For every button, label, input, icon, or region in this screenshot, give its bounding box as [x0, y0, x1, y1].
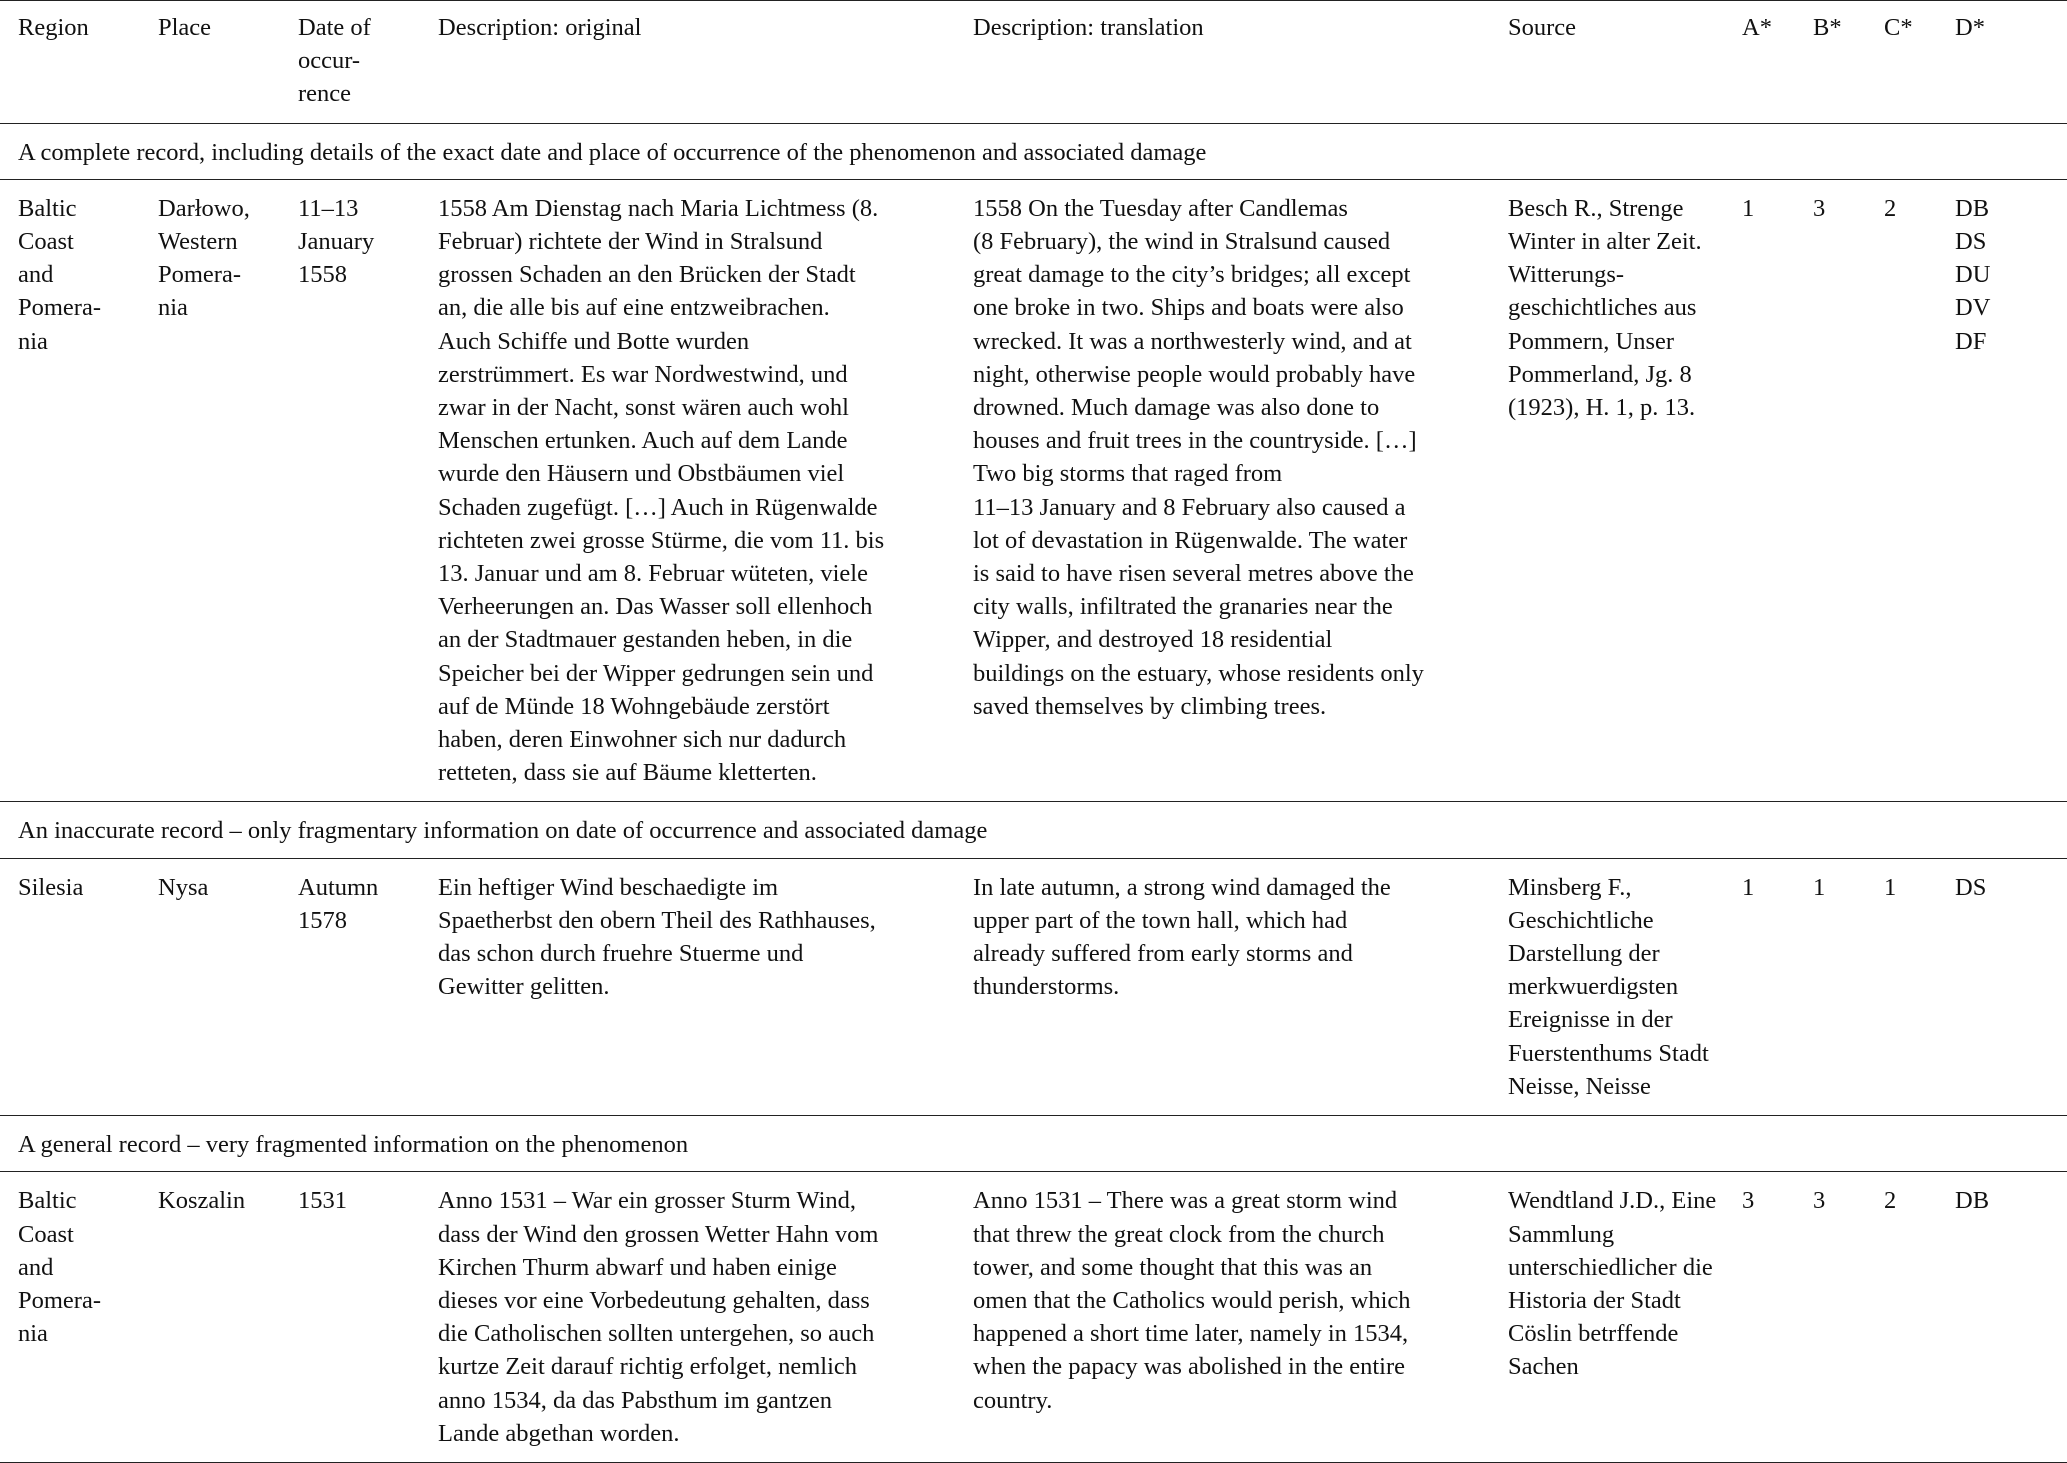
cell-d: [1955, 179, 2067, 802]
cell-region-line: Pomera-: [18, 294, 101, 322]
cell-region: [0, 1172, 158, 1463]
cell-region-line: nia: [18, 327, 48, 355]
cell-description-translation-line: when the papacy was abolished in the entire: [973, 1353, 1406, 1381]
cell-description-original-line: anno 1534, da das Pabsthum im gantzen: [438, 1386, 832, 1414]
cell-place: [158, 858, 298, 1115]
cell-description-translation-line: great damage to the city’s bridges; all except: [973, 261, 1411, 289]
cell-description-original-line: auf de Münde 18 Wohngebäude zerstört: [438, 692, 830, 720]
cell-place: [158, 179, 298, 802]
cell-source-line: unterschiedlicher die: [1508, 1253, 1713, 1281]
cell-description-original-line: dieses vor eine Vorbedeutung gehalten, dass: [438, 1286, 870, 1314]
table-body: [0, 123, 2067, 1462]
cell-description-original-line: richteten zwei grosse Stürme, die vom 11. bis: [438, 526, 885, 554]
cell-c: 1: [1884, 858, 1955, 1115]
cell-description-original-line: kurtze Zeit darauf richtig erfolget, nemlich: [438, 1353, 858, 1381]
cell-region-line: Coast: [18, 1220, 74, 1248]
cell-description-translation-line: wrecked. It was a northwesterly wind, and at: [973, 327, 1412, 355]
header-source: Source: [1508, 14, 1577, 41]
cell-description-translation-line: Wipper, and destroyed 18 residential: [973, 626, 1333, 654]
cell-description-translation-line: saved themselves by climbing trees.: [973, 692, 1327, 720]
cell-description-original-line: Gewitter gelitten.: [438, 973, 610, 1001]
cell-description-original-line: das schon durch fruehre Stuerme und: [438, 940, 804, 968]
cell-d-line: DV: [1955, 294, 1991, 322]
cell-region-line: Pomera-: [18, 1286, 101, 1314]
section-heading: A complete record, including details of the exact date and place of occurrence of the phenomenon and associated damage: [0, 123, 2067, 179]
cell-description-original-line: zerstrümmert. Es war Nordwestwind, und: [438, 360, 848, 388]
cell-source-line: Geschichtliche: [1508, 906, 1654, 934]
cell-a: 3: [1742, 1172, 1813, 1463]
cell-description-translation-line: that threw the great clock from the church: [973, 1220, 1385, 1248]
cell-source-line: Minsberg F.,: [1508, 873, 1632, 901]
cell-date-line: 1578: [298, 906, 347, 934]
cell-d-line: DF: [1955, 327, 1987, 355]
cell-description-translation-line: Anno 1531 – There was a great storm wind: [973, 1187, 1398, 1215]
cell-c: 2: [1884, 179, 1955, 802]
table-row: [0, 179, 2067, 802]
section-heading-row: [0, 802, 2067, 858]
cell-date-line: January: [298, 228, 375, 256]
header-c: C*: [1884, 14, 1913, 41]
cell-source-line: Neisse, Neisse: [1508, 1072, 1651, 1100]
section-heading: An inaccurate record – only fragmentary information on date of occurrence and associated damage: [0, 802, 2067, 858]
cell-description-translation-line: drowned. Much damage was also done to: [973, 394, 1380, 422]
cell-description-translation-line: lot of devastation in Rügenwalde. The water: [973, 526, 1408, 554]
cell-source-line: merkwuerdigsten: [1508, 973, 1679, 1001]
header-date-line: Date of: [298, 14, 371, 41]
cell-source: [1508, 179, 1742, 802]
cell-source-line: Witterungs-: [1508, 261, 1625, 289]
cell-description-original-line: zwar in der Nacht, sonst wären auch wohl: [438, 394, 849, 422]
cell-date: [298, 1172, 438, 1463]
cell-d: [1955, 858, 2067, 1115]
cell-description-original-line: grossen Schaden an den Brücken der Stadt: [438, 261, 856, 289]
cell-description-translation-line: already suffered from early storms and: [973, 940, 1353, 968]
cell-source-line: (1923), H. 1, p. 13.: [1508, 394, 1696, 422]
cell-date: [298, 179, 438, 802]
cell-source-line: Wendtland J.D., Eine: [1508, 1187, 1717, 1215]
cell-description-original-line: dass der Wind den grossen Wetter Hahn vom: [438, 1220, 879, 1248]
cell-source-line: Ereignisse in der: [1508, 1006, 1673, 1034]
cell-description-original-line: Februar) richtete der Wind in Stralsund: [438, 228, 823, 256]
cell-description-original-line: Kirchen Thurm abwarf und haben einige: [438, 1253, 837, 1281]
cell-description-translation-line: houses and fruit trees in the countryside. […]: [973, 427, 1417, 455]
header-d: D*: [1955, 14, 1985, 41]
cell-region-line: Silesia: [18, 873, 84, 901]
cell-description-original-line: Auch Schiffe und Botte wurden: [438, 327, 750, 355]
cell-b: 3: [1813, 179, 1884, 802]
cell-source-line: Sachen: [1508, 1353, 1579, 1381]
cell-description-original-line: Speicher bei der Wipper gedrungen sein und: [438, 659, 874, 687]
cell-source-line: Fuerstenthums Stadt: [1508, 1039, 1709, 1067]
cell-b: 3: [1813, 1172, 1884, 1463]
header-date: [298, 1, 438, 124]
cell-description-original-line: die Catholischen sollten untergehen, so auch: [438, 1320, 875, 1348]
cell-source-line: Besch R., Strenge: [1508, 194, 1684, 222]
cell-source-line: Pommerland, Jg. 8: [1508, 360, 1692, 388]
cell-place-line: Koszalin: [158, 1187, 246, 1215]
cell-source-line: Cöslin betrffende: [1508, 1320, 1679, 1348]
cell-d-line: DU: [1955, 261, 1991, 289]
cell-description-original: [438, 179, 973, 802]
cell-description-translation-line: Two big storms that raged from: [973, 460, 1283, 488]
cell-description-translation-line: omen that the Catholics would perish, which: [973, 1286, 1411, 1314]
cell-description-translation-line: upper part of the town hall, which had: [973, 906, 1348, 934]
cell-place-line: Western: [158, 228, 238, 256]
cell-place-line: Darłowo,: [158, 194, 250, 222]
section-heading: A general record – very fragmented information on the phenomenon: [0, 1116, 2067, 1172]
header-place: Place: [158, 14, 212, 41]
cell-description-translation: [973, 1172, 1508, 1463]
cell-description-original-line: haben, deren Einwohner sich nur dadurch: [438, 726, 847, 754]
cell-region-line: and: [18, 261, 54, 289]
cell-description-original-line: 13. Januar und am 8. Februar wüteten, viele: [438, 560, 868, 588]
cell-description-original-line: wurde den Häusern und Obstbäumen viel: [438, 460, 845, 488]
cell-description-translation-line: night, otherwise people would probably have: [973, 360, 1416, 388]
cell-region-line: and: [18, 1253, 54, 1281]
cell-date: [298, 858, 438, 1115]
table-row: [0, 1172, 2067, 1463]
cell-description-original: [438, 858, 973, 1115]
cell-region: [0, 858, 158, 1115]
cell-description-translation-line: tower, and some thought that this was an: [973, 1253, 1373, 1281]
cell-date-line: 11–13: [298, 194, 359, 222]
cell-description-original-line: Lande abgethan worden.: [438, 1419, 680, 1447]
cell-description-translation-line: happened a short time later, namely in 1534,: [973, 1320, 1409, 1348]
section-heading-row: [0, 123, 2067, 179]
cell-region-line: nia: [18, 1320, 48, 1348]
header-translation: Description: translation: [973, 14, 1204, 41]
cell-d: [1955, 1172, 2067, 1463]
cell-place-line: Nysa: [158, 873, 209, 901]
cell-description-translation-line: city walls, infiltrated the granaries near the: [973, 593, 1393, 621]
cell-description-original-line: Verheerungen an. Das Wasser soll ellenhoch: [438, 593, 873, 621]
cell-description-translation-line: thunderstorms.: [973, 973, 1120, 1001]
cell-a: 1: [1742, 179, 1813, 802]
cell-place-line: nia: [158, 294, 188, 322]
cell-description-translation-line: 11–13 January and 8 February also caused a: [973, 493, 1406, 521]
header-b: B*: [1813, 14, 1842, 41]
cell-c: 2: [1884, 1172, 1955, 1463]
cell-b: 1: [1813, 858, 1884, 1115]
cell-source-line: Sammlung: [1508, 1220, 1615, 1248]
cell-d-line: DB: [1955, 194, 1990, 222]
cell-date-line: 1531: [298, 1187, 347, 1215]
cell-d-line: DB: [1955, 1187, 1990, 1215]
cell-region: [0, 179, 158, 802]
header-row: [0, 1, 2067, 124]
header-date-line: rence: [298, 80, 352, 108]
cell-source-line: Historia der Stadt: [1508, 1286, 1681, 1314]
cell-description-original-line: 1558 Am Dienstag nach Maria Lichtmess (8.: [438, 194, 879, 222]
cell-a: 1: [1742, 858, 1813, 1115]
cell-region-line: Coast: [18, 228, 74, 256]
cell-description-original-line: Menschen ertunken. Auch auf dem Lande: [438, 427, 848, 455]
cell-source-line: geschichtliches aus: [1508, 294, 1697, 322]
cell-description-translation: [973, 179, 1508, 802]
table-row: [0, 858, 2067, 1115]
cell-description-original-line: Spaetherbst den obern Theil des Rathhauses,: [438, 906, 876, 934]
cell-d-line: DS: [1955, 228, 1987, 256]
cell-description-translation-line: 1558 On the Tuesday after Candlemas: [973, 194, 1348, 222]
cell-source-line: Winter in alter Zeit.: [1508, 228, 1702, 256]
cell-description-translation-line: is said to have risen several metres above the: [973, 560, 1414, 588]
header-region: Region: [18, 14, 89, 41]
cell-description-original-line: Anno 1531 – War ein grosser Sturm Wind,: [438, 1187, 857, 1215]
cell-place-line: Pomera-: [158, 261, 241, 289]
cell-description-original-line: Schaden zugefügt. […] Auch in Rügenwalde: [438, 493, 878, 521]
section-heading-row: [0, 1116, 2067, 1172]
cell-description-original-line: Ein heftiger Wind beschaedigte im: [438, 873, 779, 901]
cell-description-translation-line: one broke in two. Ships and boats were also: [973, 294, 1404, 322]
cell-place: [158, 1172, 298, 1463]
cell-description-translation: [973, 858, 1508, 1115]
cell-d-line: DS: [1955, 873, 1987, 901]
cell-description-original: [438, 1172, 973, 1463]
cell-region-line: Baltic: [18, 194, 77, 222]
cell-source-line: Darstellung der: [1508, 940, 1660, 968]
cell-description-translation-line: country.: [973, 1386, 1053, 1414]
cell-description-original-line: an, die alle bis auf eine entzweibrachen.: [438, 294, 830, 322]
cell-source: [1508, 1172, 1742, 1463]
cell-description-original-line: retteten, dass sie auf Bäume kletterten.: [438, 759, 817, 787]
cell-region-line: Baltic: [18, 1187, 77, 1215]
header-date-line: occur-: [298, 47, 361, 75]
header-a: A*: [1742, 14, 1772, 41]
cell-description-translation-line: In late autumn, a strong wind damaged the: [973, 873, 1391, 901]
cell-date-line: Autumn: [298, 873, 379, 901]
header-original: Description: original: [438, 14, 642, 41]
cell-description-translation-line: (8 February), the wind in Stralsund caused: [973, 228, 1391, 256]
cell-date-line: 1558: [298, 261, 347, 289]
cell-source-line: Pommern, Unser: [1508, 327, 1675, 355]
cell-description-original-line: an der Stadtmauer gestanden heben, in die: [438, 626, 853, 654]
cell-source: [1508, 858, 1742, 1115]
cell-description-translation-line: buildings on the estuary, whose residents only: [973, 659, 1424, 687]
